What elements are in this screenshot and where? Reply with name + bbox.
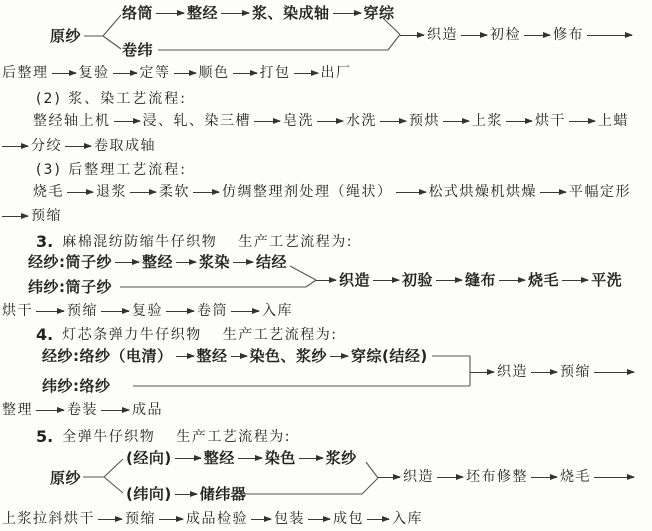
flow-arrow bbox=[231, 311, 259, 312]
flow-node: 浆纱 bbox=[325, 449, 357, 467]
flow-node: 织造 bbox=[497, 364, 528, 380]
flow-arrow bbox=[373, 280, 399, 281]
flow-node: 经纱:筒子纱 bbox=[28, 253, 112, 271]
flow-node: 上蜡 bbox=[598, 113, 629, 129]
flow-arrow bbox=[65, 146, 91, 147]
flow-node: 分绞 bbox=[31, 138, 62, 154]
flow-node: 预缩 bbox=[67, 303, 98, 319]
flow-node: 浆染 bbox=[199, 253, 231, 271]
flow-node: 烘干 bbox=[2, 303, 33, 319]
flow-arrow bbox=[175, 494, 197, 495]
flow-arrow bbox=[233, 262, 253, 263]
flow-node: 卷取成轴 bbox=[94, 138, 156, 154]
flow-node: 后整理 bbox=[2, 65, 49, 81]
chart4-tail-chain bbox=[2, 401, 163, 419]
chart4-warp-chain bbox=[42, 347, 428, 365]
flow-node: 松式烘燥机烘燥 bbox=[428, 184, 537, 200]
flow-arrow bbox=[98, 519, 122, 520]
item3-number: 3. bbox=[36, 232, 54, 251]
flow-node: 染色、浆纱 bbox=[249, 347, 328, 365]
flow-node: 定等 bbox=[139, 65, 171, 81]
item5-number: 5. bbox=[36, 427, 54, 446]
flow-arrow bbox=[36, 311, 64, 312]
flow-arrow bbox=[175, 458, 201, 459]
flow-node: 成品检验 bbox=[186, 511, 248, 527]
flow-node: 浆、染成轴 bbox=[252, 4, 330, 22]
flow-arrow bbox=[156, 13, 184, 14]
item5-subtitle: 生产工艺流程为: bbox=[176, 429, 291, 445]
section2-chain-line1 bbox=[33, 112, 629, 130]
flow-node: 织造 bbox=[427, 27, 458, 43]
flow-arrow bbox=[333, 13, 361, 14]
chart5-merged-chain bbox=[378, 468, 634, 486]
flow-node: (经向) bbox=[126, 449, 172, 467]
flow-node: 仿绸整理剂处理（绳状） bbox=[222, 184, 393, 200]
chart1-finish-chain bbox=[2, 64, 352, 82]
flow-node: 整经 bbox=[203, 449, 235, 467]
flow-arrow bbox=[587, 35, 632, 36]
flow-arrow bbox=[101, 311, 129, 312]
flow-arrow bbox=[400, 35, 424, 36]
flow-arrow bbox=[562, 280, 588, 281]
section3-heading: (3) 后整理工艺流程: bbox=[36, 162, 187, 178]
flow-arrow bbox=[251, 519, 271, 520]
chart4-weft-node: 纬纱:络纱 bbox=[42, 377, 111, 395]
flow-node: 上浆 bbox=[472, 113, 503, 129]
chart1-warp-chain bbox=[122, 4, 395, 22]
flow-node: 织造 bbox=[403, 469, 434, 485]
flow-node: 复验 bbox=[132, 303, 163, 319]
flow-node: 坯布修整 bbox=[466, 469, 528, 485]
flow-node: 浸、轧、染三槽 bbox=[142, 113, 251, 129]
flow-arrow bbox=[524, 35, 550, 36]
flow-node: 染色 bbox=[264, 449, 296, 467]
flow-node: 预缩 bbox=[125, 511, 156, 527]
flow-node: 整经 bbox=[142, 253, 174, 271]
flow-node: 顺色 bbox=[198, 65, 230, 81]
flow-arrow bbox=[308, 519, 330, 520]
chart5-warp-chain bbox=[126, 449, 357, 467]
flow-node: 修布 bbox=[553, 27, 584, 43]
chart4-merged-chain bbox=[470, 363, 634, 381]
flow-node: 烧毛 bbox=[560, 469, 591, 485]
flow-arrow bbox=[569, 121, 595, 122]
flow-node: 成包 bbox=[333, 511, 364, 527]
chart3-tail-chain bbox=[2, 302, 293, 320]
flow-arrow bbox=[531, 372, 557, 373]
chart5-tail-chain bbox=[2, 510, 423, 528]
flow-arrow bbox=[380, 121, 406, 122]
flow-arrow bbox=[176, 262, 196, 263]
chart5-source-node: 原纱 bbox=[50, 469, 82, 487]
flow-arrow bbox=[130, 192, 156, 193]
flow-arrow bbox=[159, 519, 183, 520]
flow-arrow bbox=[113, 73, 137, 74]
flow-arrow bbox=[36, 410, 64, 411]
flow-arrow bbox=[254, 121, 280, 122]
item5-header bbox=[36, 428, 291, 446]
section3-chain-line1 bbox=[33, 183, 631, 201]
flow-node: 上浆拉斜烘干 bbox=[2, 511, 95, 527]
chart1-merged-chain bbox=[400, 26, 632, 44]
flow-node: 出厂 bbox=[320, 65, 352, 81]
flow-arrow bbox=[317, 121, 343, 122]
flow-node: 经纱:络纱（电清） bbox=[42, 347, 173, 365]
chart1-source-node: 原纱 bbox=[50, 27, 82, 45]
flow-arrow bbox=[378, 477, 400, 478]
flow-arrow bbox=[316, 280, 336, 281]
flow-node: 预缩 bbox=[560, 364, 591, 380]
item3-title: 麻棉混纺防缩牛仔织物 bbox=[62, 234, 218, 250]
flow-arrow bbox=[299, 458, 323, 459]
flow-node: (纬向) bbox=[126, 485, 172, 503]
flow-node: 入库 bbox=[392, 511, 423, 527]
flow-arrow bbox=[221, 13, 249, 14]
flow-arrow bbox=[294, 73, 318, 74]
item4-subtitle: 生产工艺流程为: bbox=[222, 327, 338, 343]
item4-number: 4. bbox=[36, 325, 54, 344]
flow-node: 穿综(结经) bbox=[351, 347, 428, 365]
flow-node: 络筒 bbox=[122, 4, 154, 22]
flow-arrow bbox=[166, 311, 194, 312]
flow-arrow bbox=[540, 192, 566, 193]
flow-node: 烧毛 bbox=[33, 184, 64, 200]
flow-arrow bbox=[396, 192, 426, 193]
section2-chain-line2 bbox=[2, 137, 156, 155]
flow-arrow bbox=[499, 280, 525, 281]
flow-node: 柔软 bbox=[159, 184, 190, 200]
flow-node: 卷筒 bbox=[197, 303, 228, 319]
flow-arrow bbox=[193, 192, 219, 193]
flow-node: 整经轴上机 bbox=[33, 113, 111, 129]
flow-node: 织造 bbox=[339, 271, 371, 289]
flow-node: 预烘 bbox=[409, 113, 440, 129]
flow-arrow bbox=[470, 372, 494, 373]
flow-arrow bbox=[443, 121, 469, 122]
flow-arrow bbox=[594, 477, 634, 478]
flow-node: 储纬器 bbox=[199, 485, 247, 503]
flow-arrow bbox=[367, 519, 389, 520]
flow-arrow bbox=[101, 410, 129, 411]
flow-node: 复验 bbox=[78, 65, 110, 81]
flow-arrow bbox=[437, 477, 463, 478]
flow-arrow bbox=[2, 216, 28, 217]
section2-heading: (2) 浆、染工艺流程: bbox=[36, 91, 187, 107]
chart3-warp-chain bbox=[28, 253, 287, 271]
flow-node: 初验 bbox=[402, 271, 434, 289]
flow-node: 预缩 bbox=[31, 208, 62, 224]
flow-node: 穿综 bbox=[363, 4, 395, 22]
flow-node: 整经 bbox=[187, 4, 219, 22]
flow-arrow bbox=[594, 372, 634, 373]
flow-node: 包装 bbox=[274, 511, 305, 527]
flow-node: 成品 bbox=[132, 402, 163, 418]
item4-title: 灯芯条弹力牛仔织物 bbox=[62, 327, 202, 343]
flow-node: 平洗 bbox=[591, 271, 623, 289]
flow-arrow bbox=[52, 73, 76, 74]
flow-arrow bbox=[231, 356, 247, 357]
item3-header bbox=[36, 233, 353, 251]
flow-node: 入库 bbox=[262, 303, 293, 319]
flow-node: 整理 bbox=[2, 402, 33, 418]
flow-node: 平幅定形 bbox=[569, 184, 631, 200]
flow-node: 打包 bbox=[259, 65, 291, 81]
flow-arrow bbox=[506, 121, 532, 122]
flow-node: 整经 bbox=[196, 347, 228, 365]
flow-arrow bbox=[174, 73, 196, 74]
flow-arrow bbox=[461, 35, 487, 36]
item4-header bbox=[36, 326, 337, 344]
flow-arrow bbox=[330, 356, 348, 357]
flow-node: 退浆 bbox=[96, 184, 127, 200]
flow-arrow bbox=[67, 192, 93, 193]
flow-arrow bbox=[238, 458, 262, 459]
flow-arrow bbox=[531, 477, 557, 478]
chart5-weft-chain bbox=[126, 485, 246, 503]
item3-subtitle: 生产工艺流程为: bbox=[238, 234, 353, 250]
section3-chain-line2 bbox=[2, 207, 62, 225]
flow-arrow bbox=[233, 73, 257, 74]
flow-node: 皂洗 bbox=[283, 113, 314, 129]
flow-arrow bbox=[115, 262, 139, 263]
flow-arrow bbox=[176, 356, 194, 357]
item5-title: 全弹牛仔织物 bbox=[62, 429, 156, 445]
flow-arrow bbox=[114, 121, 140, 122]
flow-node: 结经 bbox=[256, 253, 288, 271]
chart3-merged-chain bbox=[316, 271, 622, 289]
flow-arrow bbox=[436, 280, 462, 281]
chart3-weft-node: 纬纱:筒子纱 bbox=[28, 278, 112, 296]
flow-node: 卷装 bbox=[67, 402, 98, 418]
flow-node: 烘干 bbox=[535, 113, 566, 129]
flow-arrow bbox=[2, 146, 28, 147]
flow-node: 缝布 bbox=[465, 271, 497, 289]
flow-node: 初检 bbox=[490, 27, 521, 43]
chart1-weft-node: 卷纬 bbox=[122, 41, 154, 59]
flow-node: 水洗 bbox=[346, 113, 377, 129]
flow-node: 烧毛 bbox=[528, 271, 560, 289]
